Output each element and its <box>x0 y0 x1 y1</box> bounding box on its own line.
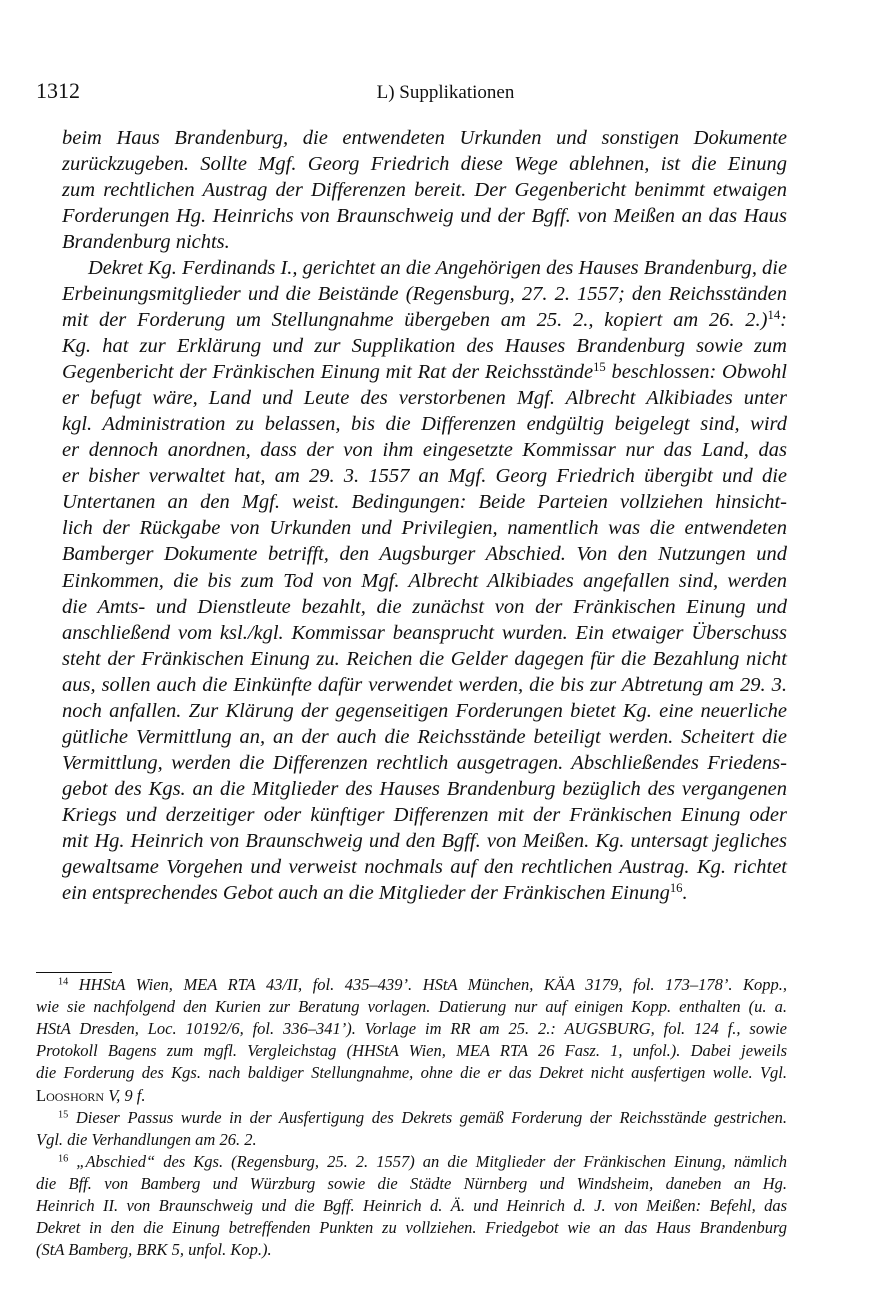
text-span: anschließend vom ksl./kgl. Kommissar beansprucht wurden. Ein etwaiger Überschuss <box>62 621 787 644</box>
footnote-line <box>36 1062 787 1084</box>
footnote-marker: 16 <box>669 880 683 895</box>
footnote-line <box>36 1195 787 1217</box>
text-line <box>62 463 787 489</box>
footnote-marker: 15 <box>593 360 606 375</box>
text-line <box>62 333 787 359</box>
text-span: V, 9 f. <box>104 1085 146 1105</box>
text-line <box>62 385 787 411</box>
footnote-rule <box>36 972 112 973</box>
text-span: aus, sollen auch die Einkünfte dafür verwendet werden, die bis zur Abtretung am 29. 3. <box>62 673 787 696</box>
text-span: die Amts- und Dienstleute bezahlt, die zunächst von der Fränkischen Einung und <box>62 595 787 618</box>
text-span: er bisher verwaltet hat, am 29. 3. 1557 an Mgf. Georg Friedrich übergibt und die <box>62 465 787 488</box>
text-span: noch anfallen. Zur Klärung der gegenseitigen Forderungen bietet Kg. eine neuerliche <box>62 699 787 722</box>
footnote-marker: 14 <box>767 308 781 323</box>
text-span: Brandenburg nichts. <box>62 231 230 254</box>
text-line <box>62 177 787 203</box>
text-span: „Abschied“ des Kgs. (Regensburg, 25. 2. 1557) an die Mitglieder der Fränkischen Einung, nämlich <box>68 1151 787 1171</box>
footnote-line <box>36 1217 787 1239</box>
footnote-line <box>58 1107 787 1129</box>
text-span: Dekret in den die Einung betreffenden Punkten zu vollziehen. Friedgebot wie an das Haus Brandenburg <box>36 1218 787 1238</box>
footnote-line <box>36 1129 787 1151</box>
text-span: mit der Forderung um Stellungnahme übergeben am 25. 2., kopiert am 26. 2.) <box>62 309 768 332</box>
text-span: er befugt wäre, Land und Leute des verstorbenen Mgf. Albrecht Alkibiades unter <box>62 387 787 410</box>
text-span: kgl. Administration zu belassen, bis die Differenzen endgültig beigelegt sind, wird <box>62 413 787 436</box>
text-span: zum rechtlichen Austrag der Differenzen bereit. Der Gegenbericht benimmt etwaigen <box>62 179 787 202</box>
text-line <box>62 515 787 541</box>
text-line <box>62 750 787 776</box>
text-line <box>62 411 787 437</box>
footnote-marker: 16 <box>58 1153 69 1165</box>
text-line <box>62 646 787 672</box>
text-span: Kriegs und derzeitiger oder künftiger Differenzen mit der Fränkischen Einung oder <box>62 803 787 826</box>
text-line <box>62 828 787 854</box>
text-span: Gegenbericht der Fränkischen Einung mit Rat der Reichsstände <box>62 361 594 384</box>
text-span: Vermittlung, werden die Differenzen rechtlich ausgetragen. Abschließendes Friedens- <box>62 751 787 774</box>
text-span: Dekret Kg. Ferdinands I., gerichtet an die Angehörigen des Hauses Brandenburg, die <box>88 257 787 280</box>
text-line <box>62 802 787 828</box>
running-head: L) Supplikationen <box>376 82 515 103</box>
text-span: mit Hg. Heinrich von Braunschweig und den Bgff. von Meißen. Kg. untersagt jegliches <box>62 829 787 852</box>
text-span: : <box>780 309 787 332</box>
text-line <box>62 724 787 750</box>
text-span: Protokoll Bagens zum mgfl. Vergleichstag (HHStA Wien, MEA RTA 26 Fasz. 1, unfol.). Dabei jeweils <box>36 1041 787 1061</box>
text-line <box>62 151 787 177</box>
text-line <box>62 568 787 594</box>
text-line <box>62 880 787 906</box>
text-line <box>62 359 787 385</box>
text-line <box>62 776 787 802</box>
text-span: gebot des Kgs. an die Mitglieder des Hauses Brandenburg bezüglich des vergangenen <box>62 777 787 800</box>
text-span: Forderungen Hg. Heinrichs von Braunschweig und der Bgff. von Meißen an das Haus <box>62 205 787 228</box>
text-span: gewaltsame Vorgehen und verweist nochmals auf den rechtlichen Austrag. Kg. richtet <box>62 855 787 878</box>
footnote-marker: 14 <box>58 976 69 988</box>
text-line <box>62 203 787 229</box>
footnote-marker: 15 <box>58 1108 69 1120</box>
text-span: steht der Fränkischen Einung zu. Reichen die Gelder dagegen für die Bezahlung nicht <box>62 647 787 670</box>
text-span: er dennoch anordnen, dass der von ihm eingesetzte Kommissar nur das Land, das <box>62 439 787 462</box>
text-span: Einkommen, die bis zum Tod von Mgf. Albrecht Alkibiades angefallen sind, werden <box>62 569 787 592</box>
text-span: wie sie nachfolgend den Kurien zur Beratung vorlagen. Datierung nur auf einigen Kopp. enthalten (u. a. <box>36 997 787 1017</box>
text-span: beim Haus Brandenburg, die entwendeten Urkunden und sonstigen Dokumente <box>62 127 787 149</box>
text-line <box>62 281 787 307</box>
text-line <box>62 594 787 620</box>
text-line <box>62 541 787 567</box>
text-line <box>62 620 787 646</box>
text-span: HHStA Wien, MEA RTA 43/II, fol. 435–439’. HStA München, KÄA 3179, fol. 173–178’. Kopp., <box>68 975 787 994</box>
text-line <box>62 489 787 515</box>
page-number: 1312 <box>36 78 80 103</box>
text-span: HStA Dresden, Loc. 10192/6, fol. 336–341’). Vorlage im RR am 25. 2.: AUGSBURG, fol. 124 f., sowie <box>36 1019 787 1039</box>
text-span: (StA Bamberg, BRK 5, unfol. Kop.). <box>36 1240 272 1260</box>
text-span: Kg. hat zur Erklärung und zur Supplikation des Hauses Brandenburg sowie zum <box>62 335 787 358</box>
footnote-line <box>58 1151 787 1173</box>
footnote-line <box>36 1085 787 1107</box>
text-line <box>62 125 787 151</box>
footnote-line <box>36 1018 787 1040</box>
text-span: beschlossen: Obwohl <box>605 361 787 384</box>
text-span: Erbeinungsmitglieder und die Beistände (Regensburg, 27. 2. 1557; den Reichsständen <box>62 283 787 306</box>
text-span: lich der Rückgabe von Urkunden und Privilegien, namentlich was die entwendeten <box>62 517 787 540</box>
text-span: Heinrich II. von Braunschweig und die Bgff. Heinrich d. Ä. und Heinrich d. J. von Meißen: Befehl, das <box>36 1196 787 1215</box>
footnote-line <box>36 996 787 1018</box>
text-line <box>62 229 787 255</box>
text-span: zurückzugeben. Sollte Mgf. Georg Friedrich diese Wege ablehnen, ist die Einung <box>62 153 787 176</box>
text-span: die Bff. von Bamberg und Würzburg sowie die Städte Nürnberg und Windsheim, daneben an Hg. <box>36 1173 787 1193</box>
footnote-line <box>36 1040 787 1062</box>
footnote-line <box>36 1173 787 1195</box>
text-span: gütliche Vermittlung an, an der auch die Reichsstände beteiligt werden. Scheitert die <box>62 725 787 748</box>
text-span: ein entsprechendes Gebot auch an die Mitglieder der Fränkischen Einung <box>62 881 670 904</box>
text-span: Bamberger Dokumente betrifft, den Augsburger Abschied. Von den Nutzungen und <box>62 543 787 566</box>
text-span: . <box>682 881 688 904</box>
text-span: Dieser Passus wurde in der Ausfertigung des Dekrets gemäß Forderung der Reichsstände gestrichen. <box>68 1107 787 1127</box>
text-span: die Forderung des Kgs. nach baldiger Stellungnahme, ohne die er das Dekret nicht ausfertigen wolle. Vgl. <box>36 1063 787 1083</box>
footnote-line <box>58 974 787 996</box>
text-span: Looshorn <box>36 1085 105 1105</box>
text-span: Vgl. die Verhandlungen am 26. 2. <box>36 1129 257 1149</box>
footnote-line <box>36 1239 787 1261</box>
text-line <box>62 437 787 463</box>
text-line <box>62 307 787 333</box>
text-span: Untertanen an den Mgf. weist. Bedingungen: Beide Parteien vollziehen hinsicht- <box>62 491 787 514</box>
text-line <box>62 854 787 880</box>
text-line <box>62 672 787 698</box>
text-line <box>62 698 787 724</box>
text-line <box>88 255 787 281</box>
